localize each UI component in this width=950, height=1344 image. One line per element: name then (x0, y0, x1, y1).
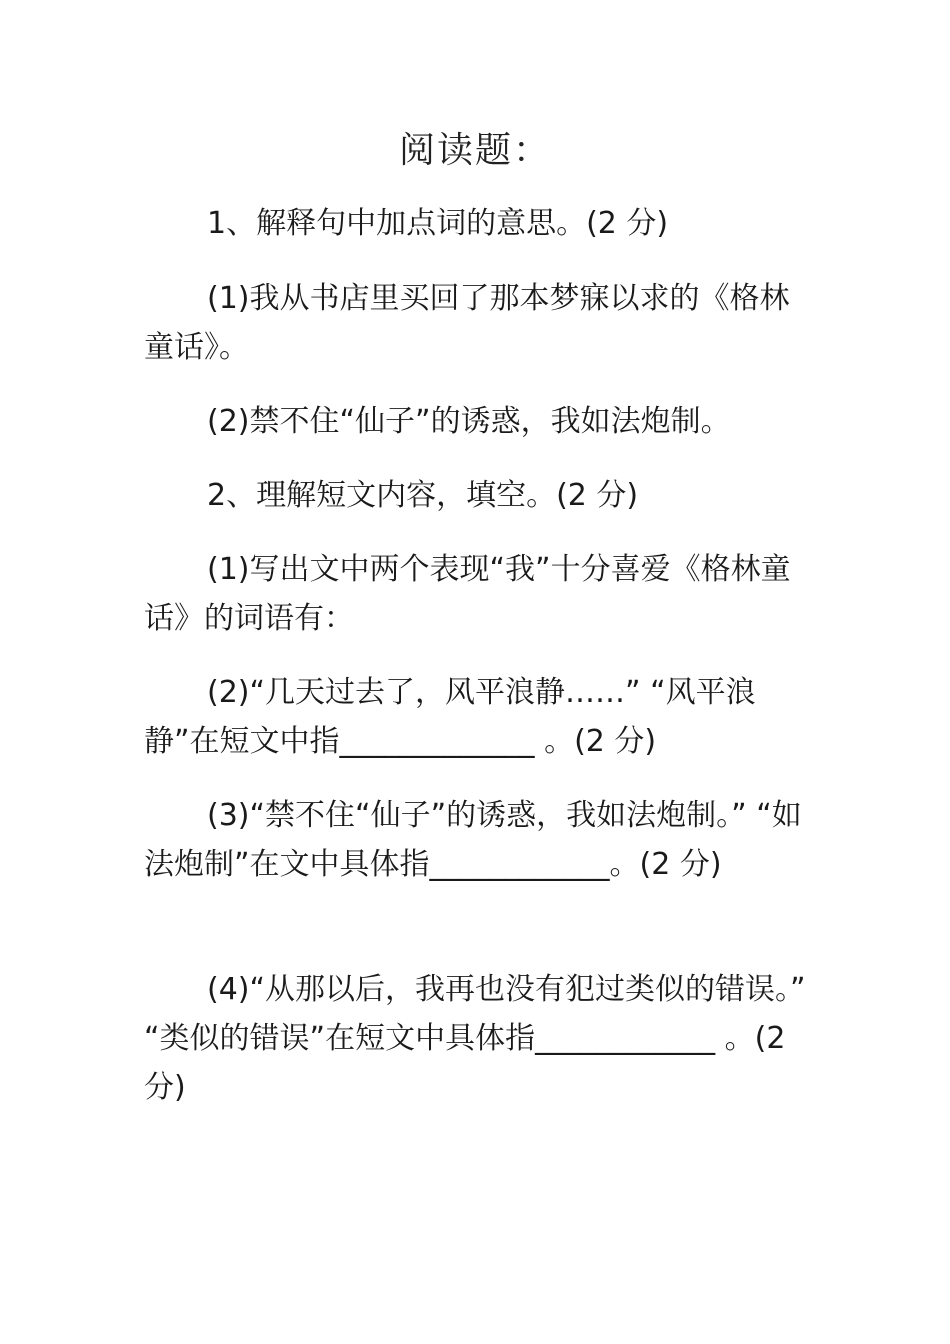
question-1: 1、解释句中加点词的意思。(2 分) (207, 206, 669, 241)
question-2: 2、理解短文内容，填空。(2 分) (207, 478, 639, 513)
page-title: 阅读题： (398, 130, 551, 171)
question-2-item-3: (3)“禁不住“仙子”的诱惑，我如法炮制。” “如法炮制”在文中具体指____________。(2 分) (144, 798, 802, 882)
question-2-item-1: (1)写出文中两个表现“我”十分喜爱《格林童话》的词语有： (144, 552, 791, 636)
question-1-item-1: (1)我从书店里买回了那本梦寐以求的《格林童话》。 (144, 281, 790, 365)
question-2-item-4: (4)“从那以后，我再也没有犯过类似的错误。” “类似的错误”在短文中具体指____________ 。(2 分) (144, 972, 816, 1105)
question-1-item-2: (2)禁不住“仙子”的诱惑，我如法炮制。 (207, 404, 731, 439)
question-2-item-2: (2)“几天过去了，风平浪静……” “风平浪静”在短文中指_____________ 。(2 分) (144, 675, 756, 759)
